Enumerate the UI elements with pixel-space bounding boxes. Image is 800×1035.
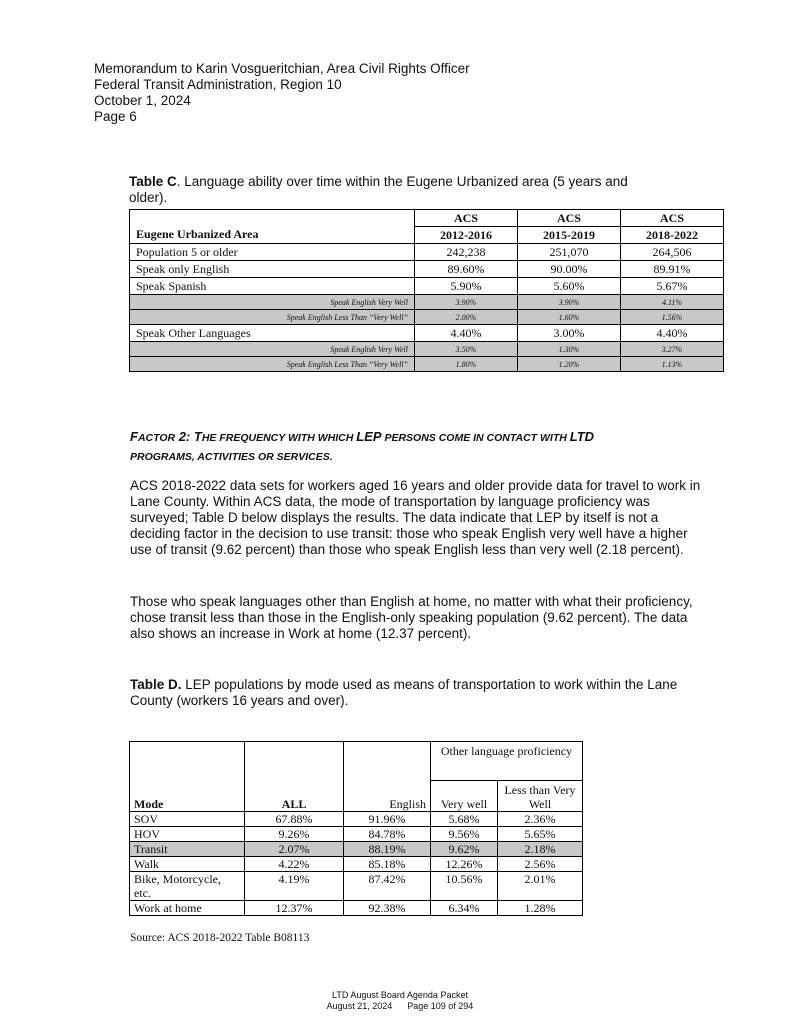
- cell-value: 87.42%: [344, 871, 431, 900]
- cell-value: 3.90%: [518, 295, 621, 310]
- cell-value: 89.60%: [415, 261, 518, 278]
- cell-value: 9.62%: [431, 841, 498, 856]
- cell-value: 6.34%: [431, 900, 498, 915]
- cell-value: 5.67%: [621, 278, 724, 295]
- cell-value: 264,506: [621, 244, 724, 261]
- heading-cap: LEP: [356, 429, 382, 444]
- factor-2-heading: [130, 428, 710, 466]
- mode-cell: SOV: [130, 811, 245, 826]
- cell-value: 12.37%: [245, 900, 344, 915]
- table-d-source: Source: ACS 2018-2022 Table B08113: [130, 932, 310, 944]
- heading-smallcaps: HE FREQUENCY WITH WHICH: [201, 432, 357, 444]
- table-d-header-row-2: [130, 780, 583, 811]
- heading-number: 2:: [175, 429, 194, 444]
- header-very-well: Very well: [431, 780, 498, 811]
- table-row: [130, 325, 724, 342]
- header-other-language: Other language proficiency: [431, 742, 583, 781]
- cell-value: 9.56%: [431, 826, 498, 841]
- table-subrow: [130, 357, 724, 372]
- memo-date: October 1, 2024: [94, 93, 191, 108]
- cell-value: 2.00%: [415, 310, 518, 325]
- table-d-header-row-1: [130, 742, 583, 781]
- cell-value: 1.13%: [621, 357, 724, 372]
- table-row: [130, 856, 583, 871]
- page-footer: [0, 990, 800, 1012]
- cell-value: 3.90%: [415, 295, 518, 310]
- cell-value: 67.88%: [245, 811, 344, 826]
- heading-smallcaps: PERSONS COME IN CONTACT WITH: [381, 432, 570, 444]
- cell-value: 4.22%: [245, 856, 344, 871]
- cell-value: 88.19%: [344, 841, 431, 856]
- mode-cell: Walk: [130, 856, 245, 871]
- cell-value: 2.18%: [498, 841, 583, 856]
- cell-value: 3.50%: [415, 342, 518, 357]
- row-label: Speak English Less Than “Very Well”: [130, 357, 415, 372]
- table-c-area-label: Eugene Urbanized Area: [130, 227, 415, 244]
- heading-cap: F: [130, 429, 138, 444]
- heading-cap: T: [193, 429, 202, 444]
- row-label: Speak only English: [130, 261, 415, 278]
- table-c-header-row-bottom: [130, 227, 724, 244]
- cell-value: 5.68%: [431, 811, 498, 826]
- mode-cell: Work at home: [130, 900, 245, 915]
- row-label: Speak Spanish: [130, 278, 415, 295]
- cell-value: 4.40%: [415, 325, 518, 342]
- header-blank: [130, 742, 245, 781]
- cell-value: 251,070: [518, 244, 621, 261]
- table-d-caption: [130, 677, 700, 709]
- cell-value: 5.65%: [498, 826, 583, 841]
- memo-recipient: Memorandum to Karin Vosgueritchian, Area Civil Rights Officer: [94, 61, 470, 76]
- cell-value: 92.38%: [344, 900, 431, 915]
- header-blank: [344, 742, 431, 781]
- paragraph-1: ACS 2018-2022 data sets for workers aged 16 years and older provide data for travel to work in Lane County. Within ACS data, the mode of transportation by language proficiency was surveyed; Table D below displays the results. The data indicate that LEP by itself is not a deciding factor in the decision to use transit: those who speak English very well have a higher use of transit (9.62 percent) than those who speak English less than very well (2.18 percent).: [130, 478, 701, 557]
- heading-smallcaps: PROGRAMS, ACTIVITIES OR SERVICES.: [130, 451, 333, 463]
- header-blank: [245, 742, 344, 781]
- table-row: [130, 261, 724, 278]
- cell-value: 3.27%: [621, 342, 724, 357]
- cell-value: 2.01%: [498, 871, 583, 900]
- table-c: [129, 209, 724, 372]
- cell-value: 1.80%: [415, 357, 518, 372]
- table-c-header-years: 2015-2019: [518, 227, 621, 244]
- table-subrow: [130, 342, 724, 357]
- cell-value: 4.19%: [245, 871, 344, 900]
- cell-value: 2.07%: [245, 841, 344, 856]
- table-row: [130, 826, 583, 841]
- cell-value: 1.30%: [518, 342, 621, 357]
- cell-value: 1.56%: [621, 310, 724, 325]
- header-mode: Mode: [130, 780, 245, 811]
- table-c-header-acs: ACS: [518, 210, 621, 227]
- table-d-caption-text: LEP populations by mode used as means of transportation to work within the Lane County (workers 16 years and over).: [130, 677, 678, 708]
- heading-smallcaps: ACTOR: [137, 432, 176, 444]
- header-all: ALL: [245, 780, 344, 811]
- table-row-highlighted: [130, 841, 583, 856]
- table-d-caption-label: Table D.: [130, 677, 182, 692]
- footer-date-page: [0, 1001, 800, 1012]
- cell-value: 2.36%: [498, 811, 583, 826]
- footer-page-number: Page 109 of 294: [407, 1001, 474, 1011]
- memo-header: [94, 61, 470, 125]
- table-subrow: [130, 310, 724, 325]
- row-label: Speak English Less Than “Very Well”: [130, 310, 415, 325]
- cell-value: 90.00%: [518, 261, 621, 278]
- mode-cell: Bike, Motorcycle, etc.: [130, 871, 245, 900]
- memo-page: Page 6: [94, 109, 137, 124]
- table-c-caption-label: Table C: [129, 174, 177, 189]
- row-label: Speak English Very Well: [130, 342, 415, 357]
- cell-value: 242,238: [415, 244, 518, 261]
- table-c-header-blank: [130, 210, 415, 227]
- cell-value: 91.96%: [344, 811, 431, 826]
- table-row: [130, 278, 724, 295]
- cell-value: 1.60%: [518, 310, 621, 325]
- header-english: English: [344, 780, 431, 811]
- mode-cell: Transit: [130, 841, 245, 856]
- table-row: [130, 900, 583, 915]
- footer-packet-title: LTD August Board Agenda Packet: [332, 990, 468, 1000]
- table-c-caption-text: . Language ability over time within the Eugene Urbanized area (5 years and older).: [129, 174, 628, 205]
- cell-value: 89.91%: [621, 261, 724, 278]
- table-row: [130, 871, 583, 900]
- cell-value: 4.11%: [621, 295, 724, 310]
- table-c-header-row-top: [130, 210, 724, 227]
- cell-value: 84.78%: [344, 826, 431, 841]
- table-c-header-acs: ACS: [415, 210, 518, 227]
- header-less-than: Less than Very Well: [498, 780, 583, 811]
- cell-value: 1.20%: [518, 357, 621, 372]
- row-label: Speak English Very Well: [130, 295, 415, 310]
- cell-value: 10.56%: [431, 871, 498, 900]
- row-label: Speak Other Languages: [130, 325, 415, 342]
- table-subrow: [130, 295, 724, 310]
- cell-value: 9.26%: [245, 826, 344, 841]
- table-c-header-years: 2012-2016: [415, 227, 518, 244]
- cell-value: 85.18%: [344, 856, 431, 871]
- paragraph-2: Those who speak languages other than English at home, no matter with what their proficiency, chose transit less than those in the English-only speaking population (9.62 percent). The data also shows an increase in Work at home (12.37 percent).: [130, 594, 693, 641]
- cell-value: 5.60%: [518, 278, 621, 295]
- table-d: [129, 741, 583, 916]
- cell-value: 1.28%: [498, 900, 583, 915]
- table-c-header-years: 2018-2022: [621, 227, 724, 244]
- table-row: [130, 811, 583, 826]
- memo-agency: Federal Transit Administration, Region 10: [94, 77, 342, 92]
- row-label: Population 5 or older: [130, 244, 415, 261]
- cell-value: 12.26%: [431, 856, 498, 871]
- cell-value: 4.40%: [621, 325, 724, 342]
- mode-cell: HOV: [130, 826, 245, 841]
- table-c-caption: [129, 174, 659, 206]
- footer-date: August 21, 2024: [326, 1001, 393, 1011]
- heading-cap: LTD: [569, 429, 595, 444]
- cell-value: 2.56%: [498, 856, 583, 871]
- table-c-header-acs: ACS: [621, 210, 724, 227]
- table-row: [130, 244, 724, 261]
- cell-value: 5.90%: [415, 278, 518, 295]
- cell-value: 3.00%: [518, 325, 621, 342]
